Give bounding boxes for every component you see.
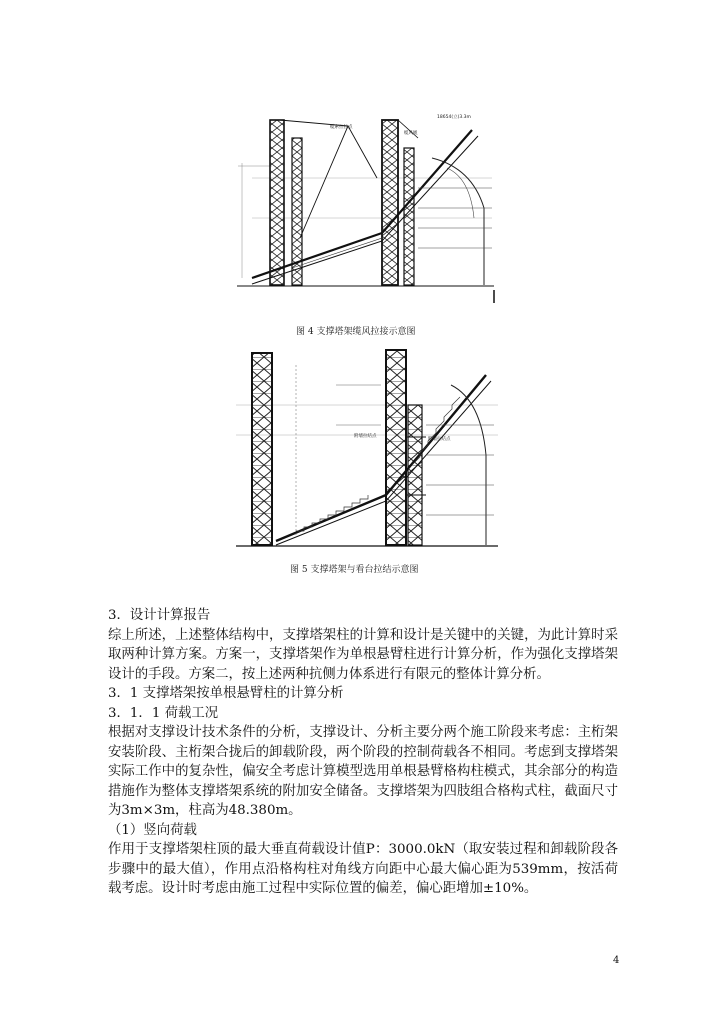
figure-5-label-a: 附墙拉结点 — [354, 434, 377, 439]
heading-3-1: 3．1 支撑塔架按单根悬臂柱的计算分析 — [108, 686, 344, 701]
subheading-vertical-load: （1）竖向荷载 — [108, 822, 197, 838]
heading-3-1-1: 3．1．1 荷载工况 — [108, 705, 219, 721]
body-text — [108, 606, 618, 899]
figure-4-label-left: 缆索拉拉点 — [330, 125, 353, 130]
heading-3: 3．设计计算报告 — [108, 608, 211, 623]
figure-4-label-top: 18654(立)3.3m — [437, 115, 471, 120]
figure-5-drawing — [236, 345, 498, 550]
figure-4-label-mid: 缆风绳 — [404, 131, 418, 136]
figure-5-label-b: 附墙拉结点 — [428, 437, 451, 442]
figure-4-drawing — [232, 108, 498, 304]
page-number: 4 — [613, 955, 620, 966]
paragraph-1: 综上所述，上述整体结构中，支撑塔架柱的计算和设计是关键中的关键，为此计算时采取两种计算方案。方案一，支撑塔架作为单根悬臂柱进行计算分析，作为强化支撑塔架设计的手段。方案二，按上述两种抗侧力体系进行有限元的整体计算分析。 — [108, 627, 618, 682]
paragraph-3: 作用于支撑塔架柱顶的最大垂直荷载设计值P：3000.0kN（取安装过程和卸载阶段各步骤中的最大值），作用点沿格构柱对角线方向距中心最大偏心距为539mm，按活荷载考虑。设计时考虑由施工过程中实际位置的偏差，偏心距增加±10%。 — [108, 842, 618, 896]
figure-4-caption: 图 4 支撑塔架缆风拉接示意图 — [296, 327, 416, 337]
figure-5-caption: 图 5 支撑塔架与看台拉结示意图 — [290, 565, 419, 575]
paragraph-2: 根据对支撑设计技术条件的分析，支撑设计、分析主要分两个施工阶段来考虑：主桁架安装阶段、主桁架合拢后的卸载阶段，两个阶段的控制荷载各不相同。考虑到支撑塔架实际工作中的复杂性，偏安全考虑计算模型选用单根悬臂格构柱模式，其余部分的构造措施作为整体支撑塔架系统的附加安全储备。支撑塔架为四肢组合格构式柱，截面尺寸为3m×3m，柱高为48.380m。 — [108, 725, 618, 818]
